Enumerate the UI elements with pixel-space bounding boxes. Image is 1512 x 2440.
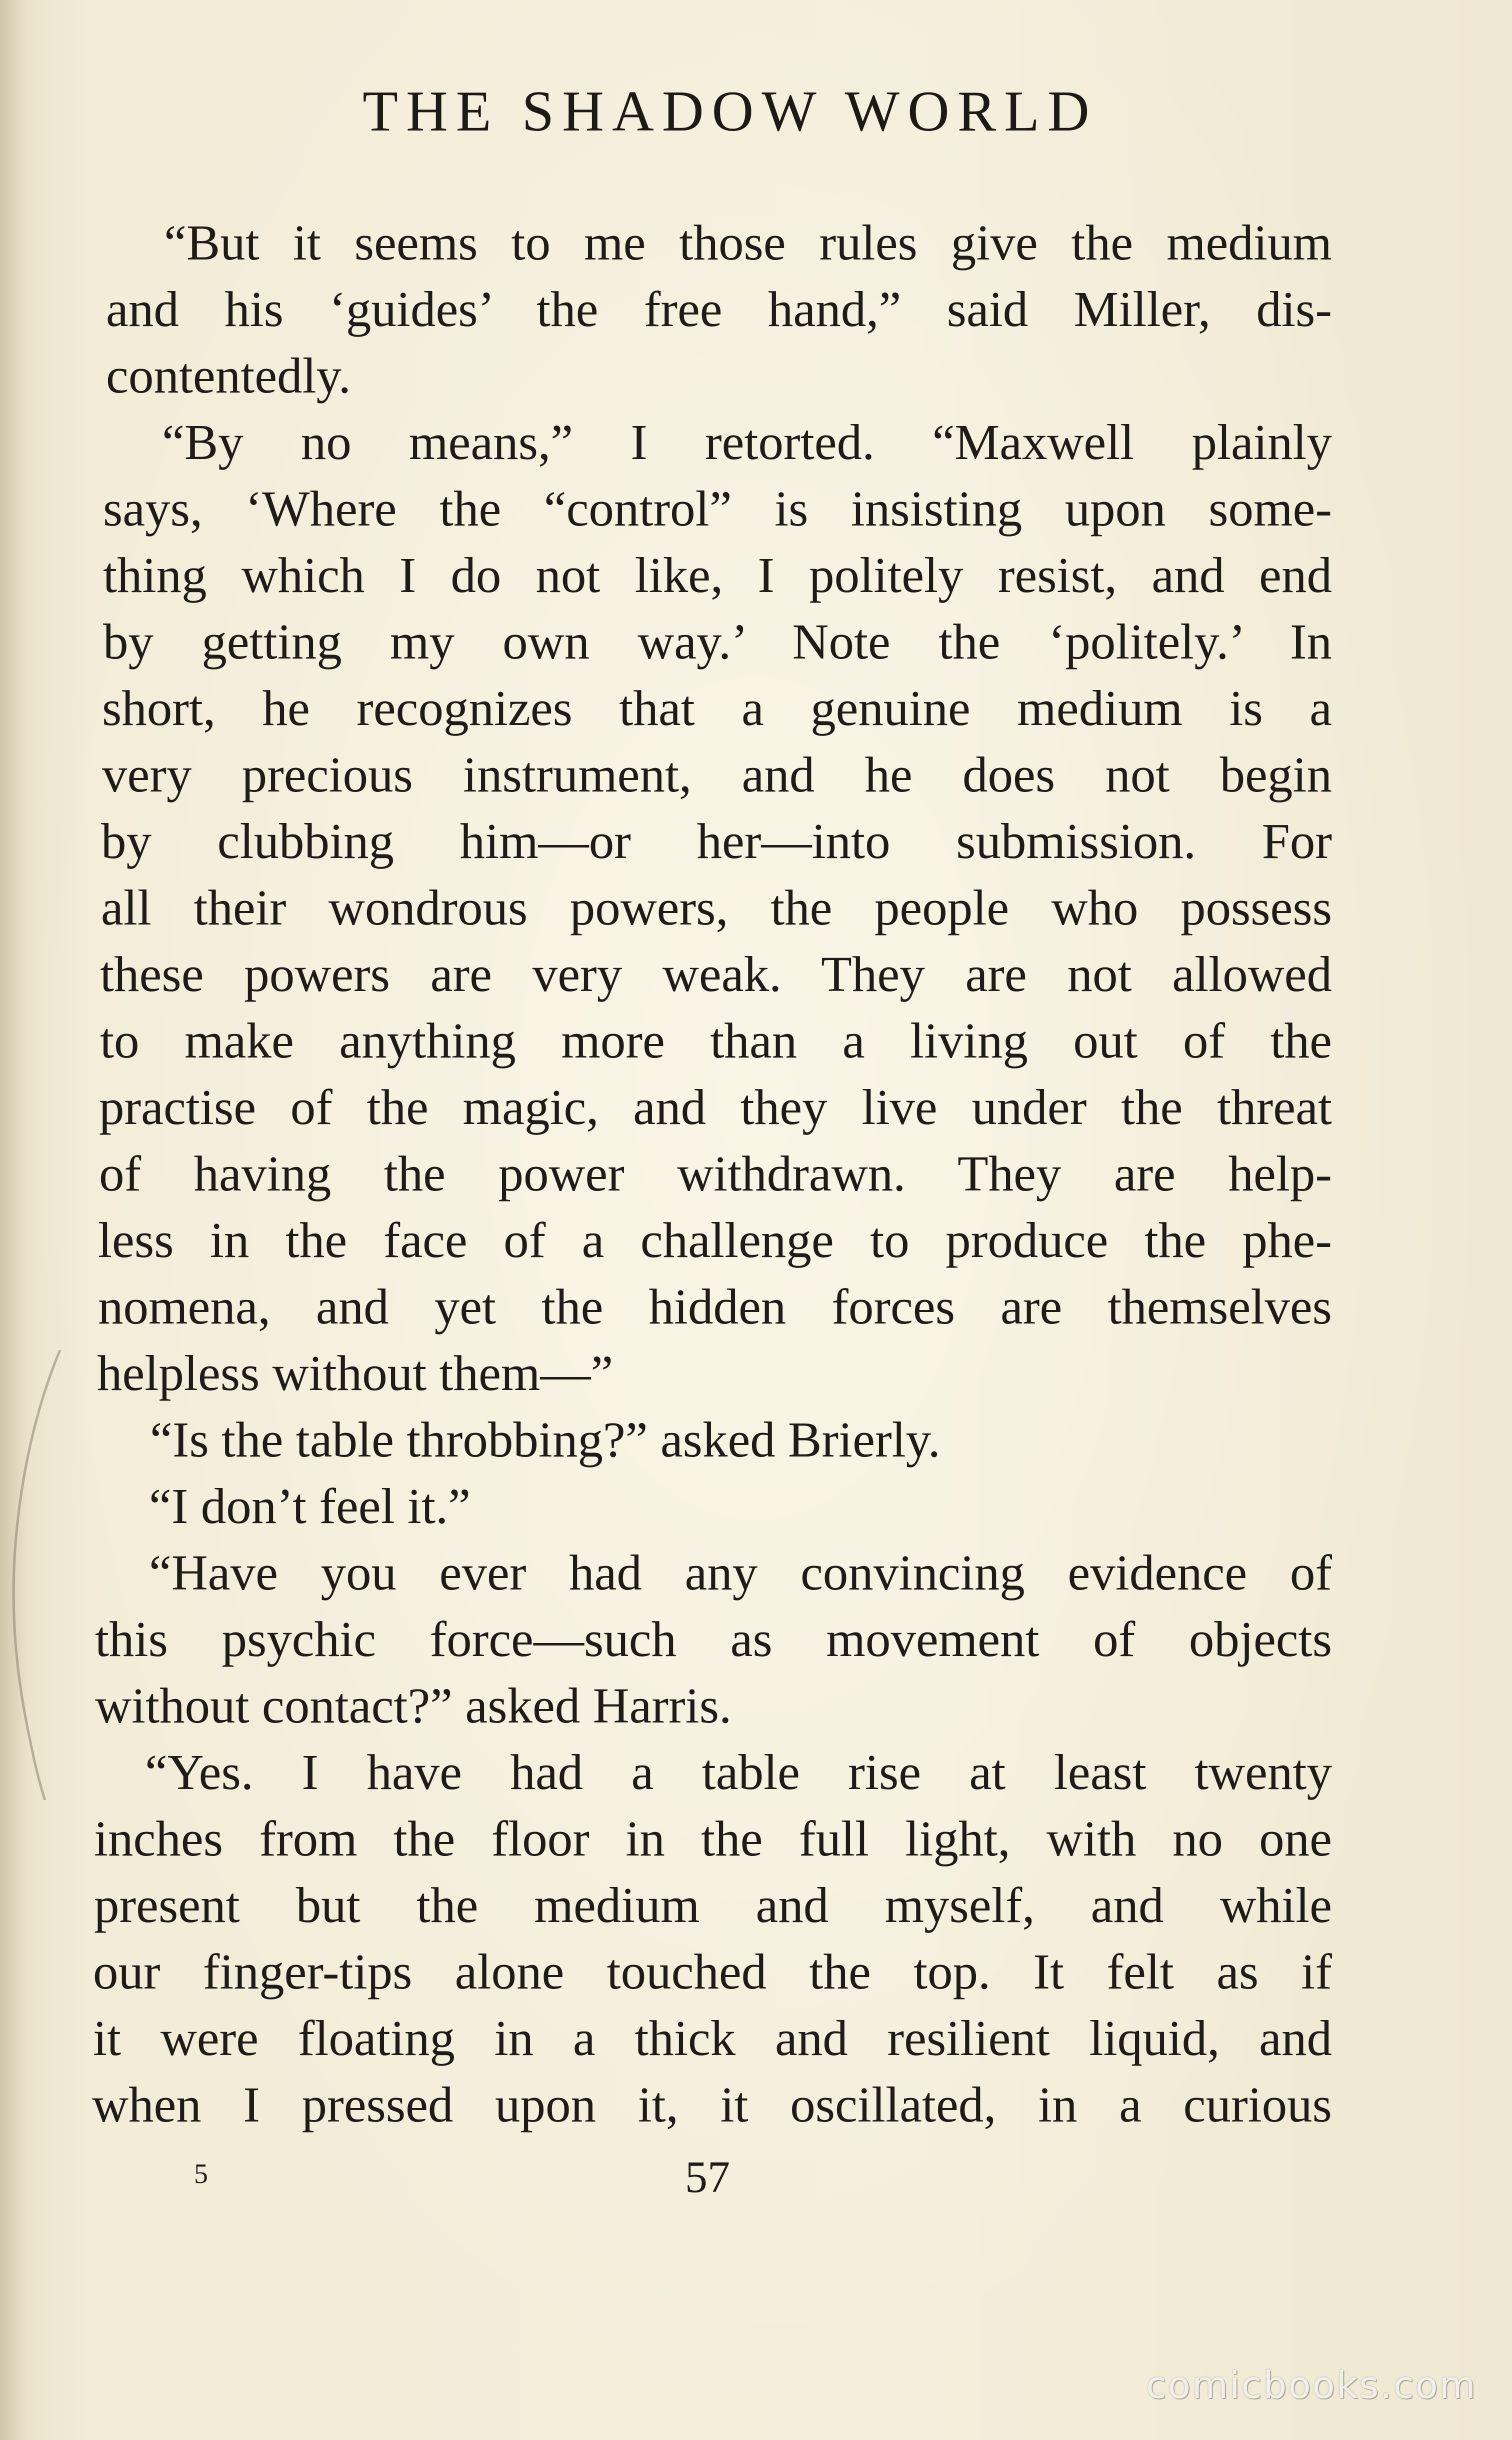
- text-line: contentedly.: [106, 348, 351, 404]
- text-line: by getting my own way.’ Note the ‘politely.’ In: [103, 616, 1332, 670]
- text-line: helpless without them—”: [97, 1345, 614, 1401]
- text-line: says, ‘Where the “control” is insisting upon some-: [103, 484, 1332, 536]
- text-line: this psychic force—such as movement of objects: [95, 1614, 1332, 1667]
- text-line: and his ‘guides’ the free hand,” said Miller, dis-: [106, 284, 1332, 337]
- signature-mark: 5: [194, 2158, 208, 2190]
- text-line: present but the medium and myself, and while: [94, 1880, 1332, 1933]
- margin-pencil-mark: [0, 1350, 70, 1800]
- text-line: our finger-tips alone touched the top. It felt as if: [93, 1946, 1332, 2000]
- text-line: “Is the table throbbing?” asked Brierly.: [150, 1412, 940, 1468]
- text-line: without contact?” asked Harris.: [95, 1678, 732, 1734]
- text-line: inches from the floor in the full light, with no one: [94, 1814, 1332, 1866]
- text-line: less in the face of a challenge to produce the phe-: [98, 1215, 1332, 1268]
- text-line: “Yes. I have had a table rise at least twenty: [145, 1747, 1332, 1800]
- text-line: “I don’t feel it.”: [149, 1478, 471, 1534]
- text-line: to make anything more than a living out of the: [100, 1016, 1332, 1068]
- text-line: nomena, and yet the hidden forces are themselves: [98, 1282, 1332, 1334]
- text-line: thing which I do not like, I politely resist, and end: [103, 550, 1332, 603]
- page-number: 57: [685, 2152, 730, 2202]
- text-line: these powers are very weak. They are not allowed: [100, 949, 1332, 1002]
- watermark: comicbooks.com: [1146, 2364, 1477, 2407]
- text-line: practise of the magic, and they live under the threat: [99, 1082, 1332, 1135]
- text-line: it were floating in a thick and resilient liquid, and: [93, 2013, 1332, 2066]
- text-line: “But it seems to me those rules give the medium: [164, 218, 1332, 270]
- text-line: of having the power withdrawn. They are help-: [99, 1148, 1332, 1202]
- running-title: THE SHADOW WORLD: [362, 80, 1098, 144]
- text-line: all their wondrous powers, the people who possess: [101, 882, 1332, 936]
- text-line: short, he recognizes that a genuine medium is a: [102, 683, 1332, 736]
- page-gutter-shadow: [0, 0, 30, 2440]
- text-line: “By no means,” I retorted. “Maxwell plainly: [162, 417, 1332, 470]
- text-line: “Have you ever had any convincing evidence of: [149, 1548, 1332, 1600]
- text-line: by clubbing him—or her—into submission. For: [101, 816, 1332, 869]
- text-line: when I pressed upon it, it oscillated, in a curious: [92, 2080, 1332, 2132]
- text-line: very precious instrument, and he does not begin: [102, 750, 1332, 802]
